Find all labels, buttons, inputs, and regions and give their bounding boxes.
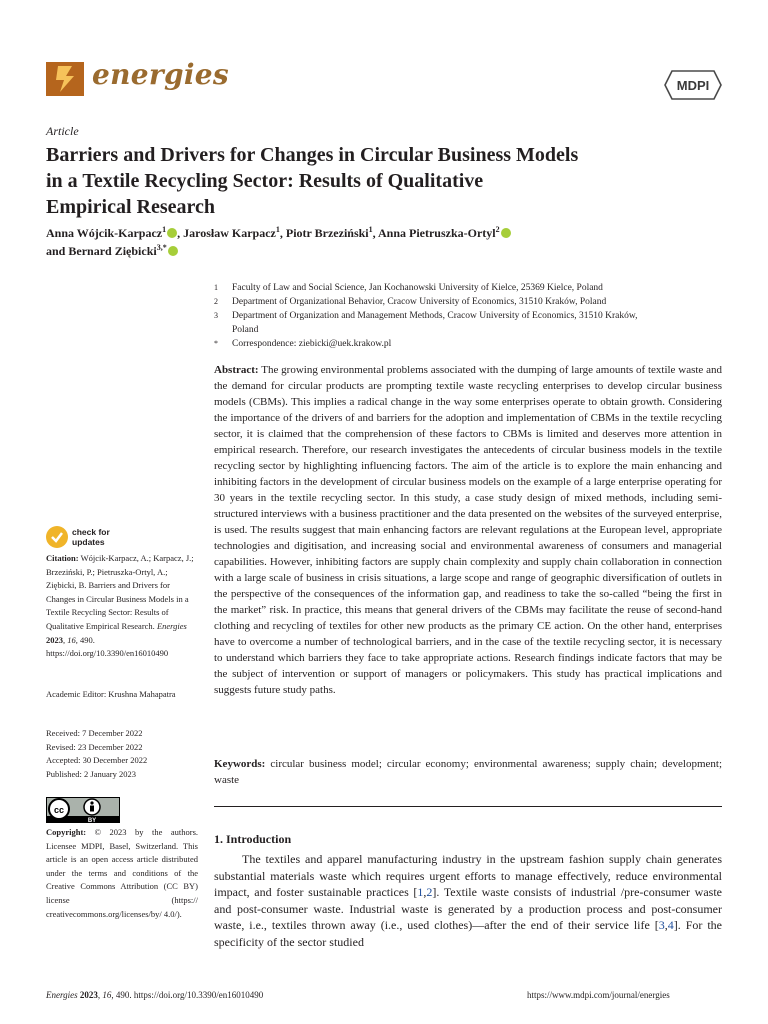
- citation-link[interactable]: 4: [667, 918, 674, 932]
- affiliation-item: [214, 337, 714, 351]
- academic-editor: Academic Editor: Krushna Mahapatra: [46, 689, 176, 699]
- lightning-bolt-icon: [46, 62, 84, 96]
- citation-year: 2023: [46, 634, 63, 645]
- footer-journal-url[interactable]: https://www.mdpi.com/journal/energies: [527, 990, 670, 1000]
- footer-volume: 16: [102, 990, 112, 1000]
- title-line: Empirical Research: [46, 196, 216, 218]
- abstract-text: The growing environmental problems associated with the dumping of large amounts of textile waste and the demand for circular products are prompting textile waste recycling enterprises to develop circular business models (CBMs). This implies a radical change in the way some enterprises operate to obtain growth. Considering the importance of the drivers of and barriers for the adoption and implementation of CBMs in the textile recycling sector, it is claimed that the comprehension of these factors to CBMs is limited and deserves more attention in empirical research. Therefore, our research investigates the antecedents of circular business models in the textile recycling sector by highlighting influencing factors. The aim of the article is to explore the main enhancing and inhibiting factors in the development of circular business models on the example of a large enterprise operating for 30 years in the textile recycling sector. In this study, a case study design of mixed methods, including semi-structured interviews with a business practitioner and the data presented on the websites of the surveyed enterprise, is used. The results suggest that main enhancing factors are relevant regulations at the European level, appropriate technologies and digitisation, and increasing social and environmental awareness of consumers and managerial capabilities. However, inhibiting factors are supply chain complexity and supply chain collaboration in connection with a large scale of business in crisis situations, a large scope and range of geographic diversification of outlets in the perspective of the consequences of the information gap, and readiness to take the so-called “being the first in the market” risk. In practice, this means that general drivers of the CBMs may facilitate the reuse of second-hand clothing and recycling of textiles for other new products as the primary CE action. On the other hand, enterprises have to overcome a number of technological barriers, and in the case of the textile recycling sector, it is necessary to understand which barriers they face to take appropriate actions. Research findings indicate factors that may be the subject of intervention or support of managers or policymakers. This study has practical implications and suggests future study paths.: [214, 364, 722, 696]
- orcid-icon[interactable]: [168, 246, 178, 256]
- author-affiliation-mark: 3,*: [156, 243, 167, 252]
- article-type: Article: [46, 124, 79, 138]
- author-separator: ,: [177, 226, 184, 240]
- abstract-label: Abstract:: [214, 364, 259, 376]
- intro-paragraph: [214, 851, 722, 950]
- author-separator: ,: [372, 226, 378, 240]
- publication-dates: [46, 727, 198, 781]
- footer-citation: Energies 2023, 16, 490. https://doi.org/10.3390/en16010490: [46, 990, 264, 1000]
- affiliation-text: Department of Organizational Behavior, Cracow University of Economics, 31510 Kraków, Poland: [232, 297, 607, 307]
- affiliation-mark: 2: [214, 297, 218, 306]
- affiliation-mark: *: [214, 339, 218, 348]
- citation-separator: ,: [423, 885, 427, 899]
- author-list: [46, 224, 746, 260]
- copyright-label: Copyright:: [46, 827, 87, 837]
- author-conjunction: and: [46, 244, 69, 258]
- copyright-text: © 2023 by the authors. Licensee MDPI, Basel, Switzerland. This article is an open access article distributed under the terms and conditions of the Creative Commons Attribution (CC BY) license (https:// creativecommons.org/licenses/by/ 4.0/).: [46, 827, 199, 919]
- author-line-1: [46, 224, 746, 242]
- mdpi-logo-text: MDPI: [676, 78, 710, 93]
- author-line-2: [46, 242, 746, 260]
- affiliation-item: [214, 281, 714, 295]
- journal-logo: [46, 62, 84, 96]
- section-divider: [214, 806, 722, 807]
- author-affiliation-mark: 1: [275, 225, 280, 234]
- orcid-icon[interactable]: [501, 228, 511, 238]
- citation-link[interactable]: 3: [658, 918, 665, 932]
- author-affiliation-mark: 2: [495, 225, 500, 234]
- check-for-updates-icon[interactable]: [46, 526, 68, 548]
- affiliation-item: [214, 309, 714, 337]
- check-for-updates-button[interactable]: [72, 527, 110, 547]
- citation-link[interactable]: 1: [417, 885, 424, 899]
- svg-text:cc: cc: [53, 805, 65, 815]
- citation-text: Wójcik-Karpacz, A.; Karpacz, J.; Brzeziński, P.; Pietruszka-Ortyl, A.; Ziębicki, B. Barriers and Drivers for Changes in Circular Business Models in a Textile Recycling Sector: Results of Qualitative Empirical Research.: [46, 553, 194, 631]
- intro-text-segment: ]. For the specificity of the sector studied: [214, 918, 723, 949]
- cc-by-label: BY: [87, 818, 97, 823]
- journal-name: energies: [92, 58, 229, 91]
- author-affiliation-mark: 1: [162, 225, 167, 234]
- keywords: [214, 756, 722, 788]
- received-date: Received: 7 December 2022: [46, 728, 143, 738]
- check-updates-line-1: check for: [72, 527, 110, 537]
- footer-doi[interactable]: , 490. https://doi.org/10.3390/en16010490: [111, 990, 264, 1000]
- affiliation-text: Department of Organization and Management Methods, Cracow University of Economics, 31510 Kraków, Poland: [232, 311, 638, 335]
- citation-link[interactable]: 2: [426, 885, 433, 899]
- keywords-label: Keywords:: [214, 758, 266, 770]
- author-name[interactable]: Anna Wójcik-Karpacz: [46, 226, 163, 240]
- correspondence-email[interactable]: Correspondence: ziebicki@uek.krakow.pl: [232, 339, 392, 349]
- citation-journal: Energies: [156, 620, 187, 631]
- article-title: [46, 142, 736, 220]
- accepted-date: Accepted: 30 December 2022: [46, 755, 148, 766]
- published-date: Published: 2 January 2023: [46, 768, 136, 779]
- intro-text-segment: The textiles and apparel manufacturing industry in the upstream fashion supply chain generates substantial materials waste which requires urgent efforts to manage effectively, reduce environmental impact, and foster sustainable practices [: [214, 852, 722, 899]
- author-name[interactable]: Piotr Brzeziński: [285, 226, 369, 240]
- author-name[interactable]: Anna Pietruszka-Ortyl: [377, 226, 496, 240]
- affiliation-mark: 3: [214, 311, 218, 320]
- affiliation-mark: 1: [214, 283, 218, 292]
- section-heading: 1. Introduction: [214, 832, 292, 846]
- abstract: [214, 362, 722, 698]
- cc-by-license-icon[interactable]: [46, 797, 120, 823]
- affiliations: [214, 281, 714, 351]
- author-affiliation-mark: 1: [368, 225, 373, 234]
- citation-label: Citation:: [46, 553, 79, 563]
- keywords-text: circular business model; circular economy; environmental awareness; supply chain; development; waste: [214, 758, 722, 786]
- mdpi-logo: [664, 70, 722, 100]
- footer-journal: Energies: [46, 990, 78, 1000]
- copyright-notice: [46, 826, 198, 921]
- revised-date: Revised: 23 December 2022: [46, 741, 143, 752]
- orcid-icon[interactable]: [167, 228, 177, 238]
- citation-volume: 16: [67, 634, 76, 645]
- affiliation-text: Faculty of Law and Social Science, Jan Kochanowski University of Kielce, 25369 Kielce, Poland: [232, 283, 603, 293]
- title-line: Barriers and Drivers for Changes in Circular Business Models: [46, 144, 579, 166]
- author-name[interactable]: Jarosław Karpacz: [183, 226, 276, 240]
- author-name[interactable]: Bernard Ziębicki: [68, 244, 157, 258]
- affiliation-item: [214, 295, 714, 309]
- citation-doi[interactable]: , 490. https://doi.org/10.3390/en16010490: [46, 634, 169, 659]
- intro-text-segment: ]. Textile waste consists of industrial /pre-consumer waste and post-consumer waste. Industrial waste is generated by a production process and post-consumer waste, i.e., textiles thrown away (i.e., used clothes)—after the end of their service life [: [214, 885, 723, 932]
- title-line: in a Textile Recycling Sector: Results of Qualitative: [46, 170, 484, 192]
- footer-year: 2023: [79, 990, 98, 1000]
- author-separator: ,: [279, 226, 286, 240]
- citation-separator: ,: [664, 918, 668, 932]
- citation-block: Citation: Wójcik-Karpacz, A.; Karpacz, J.; Brzeziński, P.; Pietruszka-Ortyl, A.; Ziębicki, B. Barriers and Drivers for Changes in Circular Business Models in a Textile Recycling Sector: Results of Qualitative Empirical Research. Energies 2023, 16, 490. https://doi.org/10.3390/en16010490: [46, 553, 194, 659]
- check-updates-line-2: updates: [72, 537, 105, 547]
